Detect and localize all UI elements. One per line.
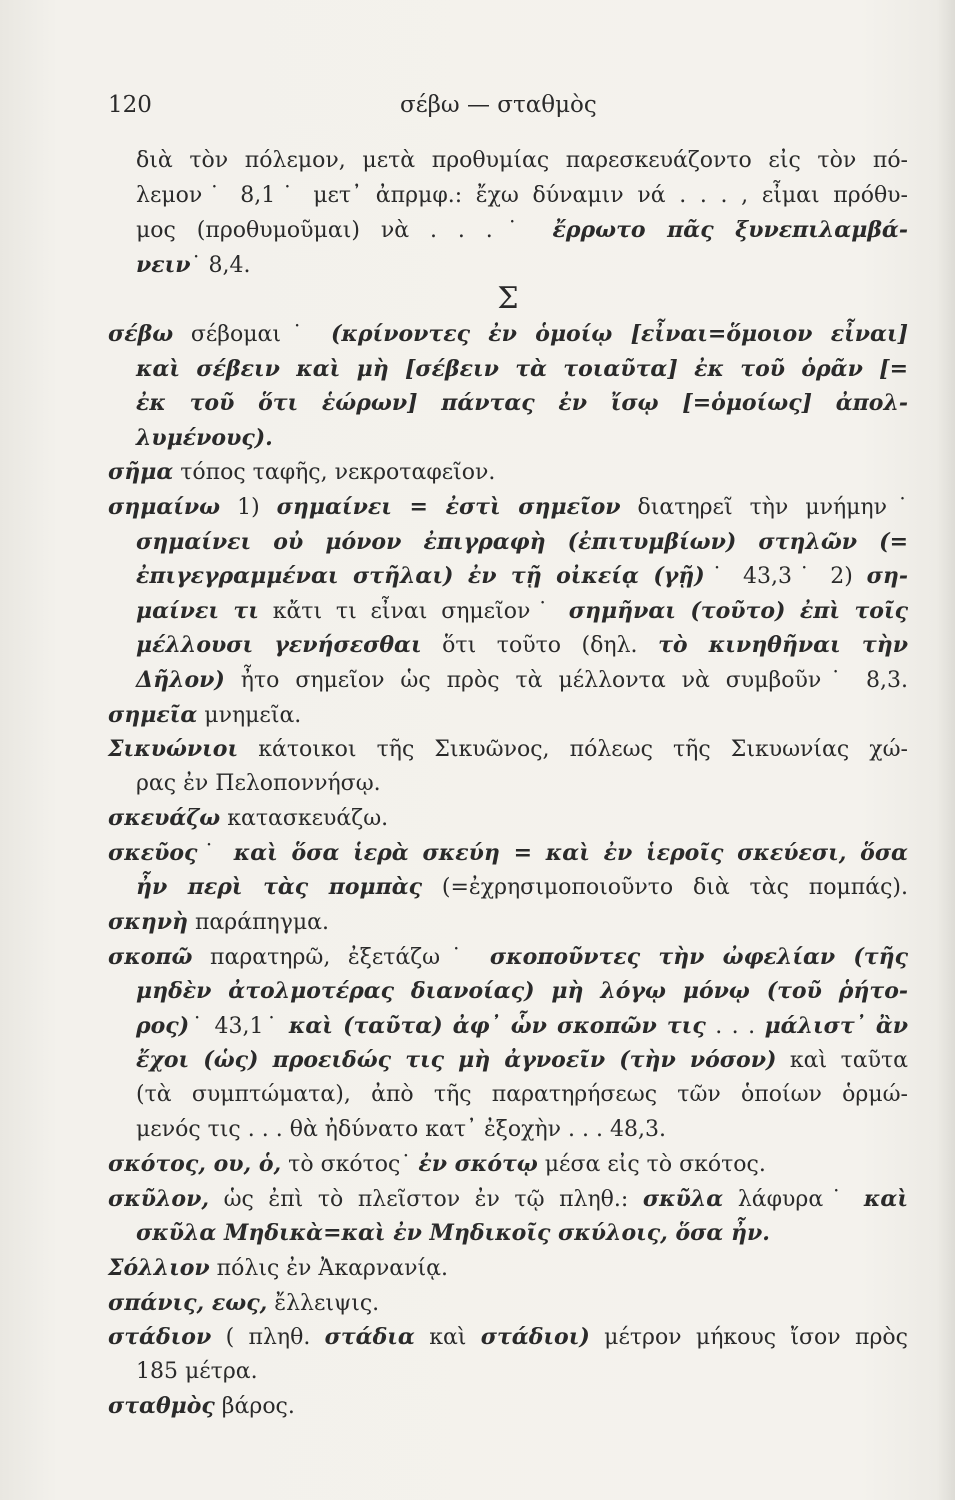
definition-text: 1) <box>220 494 277 520</box>
text-line <box>108 1113 908 1148</box>
definition-text: καὶ <box>414 1325 481 1351</box>
text-line <box>108 421 908 456</box>
definition-text: λεμον˙ 8,1˙ μετ᾿ ἀπρμφ.: ἔχω δύναμιν νά . . . , εἶμαι πρόθυ- <box>136 182 908 208</box>
definition-text: ˙ 43,3˙ 2) <box>704 564 867 590</box>
definition-text: (=ἐχρησιμοποιοῦντο διὰ τὰς πομπάς). <box>422 875 908 901</box>
definition-text: ἦτο σημεῖον ὡς πρὸς τὰ μέλλοντα νὰ συμβοῦν˙ 8,3. <box>224 667 908 693</box>
headword-text: (κρίνοντες ἐν ὁμοίῳ [εἶναι=ὅμοιον εἶναι] <box>331 320 908 347</box>
headword-text: σκοπῶ <box>108 943 193 970</box>
definition-text: ἔλλειψις. <box>267 1290 380 1316</box>
definition-text: μνημεῖα. <box>197 702 302 728</box>
definition-text: παράπηγμα. <box>187 910 330 936</box>
text-line <box>108 594 908 629</box>
definition-text: διὰ τὸν πόλεμον, μετὰ προθυμίας παρεσκευάζοντο εἰς τὸν πό- <box>136 148 908 173</box>
definition-text: καὶ ταῦτα <box>776 1048 908 1074</box>
headword-text: ἐν σκότῳ <box>418 1151 538 1178</box>
text-line <box>108 1009 908 1044</box>
definition-text: λάφυρα˙ <box>723 1186 864 1212</box>
headword-text: μηδὲν ἀτολμοτέρας διανοίας) μὴ λόγῳ μόνῳ (τοῦ ῥήτο- <box>136 978 908 1005</box>
headword-text: μαίνει τι <box>136 597 259 624</box>
headword-text: ἐπιγεγραμμέναι στῆλαι) ἐν τῇ οἰκείᾳ (γῇ) <box>136 563 705 590</box>
headword-text: σκῦλα <box>642 1185 724 1212</box>
definition-text: 185 μέτρα. <box>136 1358 258 1384</box>
headword-text: τὸ κινηθῆναι τὴν <box>658 632 908 659</box>
text-line <box>108 248 908 283</box>
text-line <box>108 1320 908 1355</box>
text-line <box>108 144 908 179</box>
headword-text: καὶ σέβειν καὶ μὴ [σέβειν τὰ τοιαῦτα] ἐκ τοῦ ὁρᾶν [= <box>136 355 908 382</box>
text-line <box>108 1389 908 1424</box>
headword-text: ρος) <box>136 1012 190 1039</box>
headword-text: σημῆναι (τοῦτο) ἐπὶ τοῖς <box>568 597 909 624</box>
text-line <box>108 386 908 421</box>
text-line <box>108 455 908 490</box>
definition-text: μέσα εἰς τὸ σκότος. <box>537 1152 766 1178</box>
binding-shadow <box>937 0 955 1500</box>
headword-text: σέβω <box>108 320 174 347</box>
text-line <box>108 628 908 663</box>
definition-text: μος (προθυμοῦμαι) νὰ . . .˙ <box>136 218 553 244</box>
text-line <box>108 663 908 698</box>
headword-text: σκῦλον, <box>108 1185 209 1212</box>
running-head: σέβω — σταθμὸς <box>400 92 597 118</box>
headword-text: Σικυώνιοι <box>108 736 239 763</box>
headword-text: Σόλλιον <box>108 1255 210 1281</box>
text-line <box>108 870 908 905</box>
headword-text: καὶ <box>863 1185 908 1212</box>
headword-text: σκῦλα Μηδικὰ=καὶ ἐν Μηδικοῖς σκύλοις, ὅσα ἦν. <box>136 1220 770 1247</box>
definition-text: μενός τις . . . θὰ ἠδύνατο κατ᾿ ἐξοχὴν . . . 48,3. <box>136 1116 666 1142</box>
definition-text: ˙ 8,4. <box>190 252 251 278</box>
text-line <box>108 1078 908 1113</box>
headword-text: ἔρρωτο πᾶς ξυνεπιλαμβά- <box>552 217 908 244</box>
definition-text: τόπος ταφῆς, νεκροταφεῖον. <box>173 460 496 486</box>
text-line <box>108 559 908 594</box>
text-line <box>108 1216 908 1251</box>
headword-text: στάδιοι) <box>480 1324 590 1351</box>
text-line <box>108 836 908 871</box>
headword-text: σκότος, ου, ὁ, <box>108 1151 282 1178</box>
page-header <box>108 92 908 124</box>
definition-text: κάτοικοι τῆς Σικυῶνος, πόλεως τῆς Σικυωνίας χώ- <box>238 737 908 763</box>
text-line <box>108 905 908 940</box>
text-line <box>108 732 908 767</box>
headword-text: στάδια <box>324 1324 415 1351</box>
definition-text: ( πληθ. <box>211 1325 325 1351</box>
headword-text: σκοποῦντες τὴν ὠφελίαν (τῆς <box>489 943 908 970</box>
definition-text: ὅτι τοῦτο (δηλ. <box>421 633 659 659</box>
text-line <box>108 767 908 802</box>
definition-text: μέτρον μήκους ἴσον πρὸς <box>589 1325 908 1351</box>
page-number: 120 <box>108 92 152 118</box>
headword-text: Δῆλον) <box>136 666 225 693</box>
text-line <box>108 179 908 214</box>
headword-text: σημαίνει = ἐστὶ σημεῖον <box>276 493 621 520</box>
headword-text: σπάνις, εως, <box>108 1289 268 1316</box>
text-line <box>108 525 908 560</box>
definition-text: ρας ἐν Πελοποννήσῳ. <box>136 770 381 796</box>
headword-text: σκευάζω <box>108 805 221 832</box>
headword-text: μέλλουσι γενήσεσθαι <box>136 632 422 659</box>
text-line <box>108 1147 908 1182</box>
definition-text: (τὰ συμπτώματα), ἀπὸ τῆς παρατηρήσεως τῶν ὁποίων ὁρμώ- <box>136 1082 908 1108</box>
text-line <box>108 698 908 733</box>
headword-text: λυμένους). <box>136 424 273 451</box>
headword-text: ἐκ τοῦ ὅτι ἑώρων] πάντας ἐν ἴσῳ [=ὁμοίως] ἀπολ- <box>136 390 908 417</box>
definition-text: ˙ 43,1˙ <box>189 1013 289 1039</box>
definition-text: κατασκευάζω. <box>220 806 389 832</box>
definition-text: κἄτι τι εἶναι σημεῖον˙ <box>258 598 569 624</box>
headword-text: ση- <box>866 563 909 590</box>
headword-text: σημαίνω <box>108 493 221 520</box>
text-line <box>108 490 908 525</box>
text-line <box>108 352 908 387</box>
headword-text: μάλιστ᾿ ἂν <box>764 1012 909 1039</box>
definition-text: τὸ σκότος˙ <box>281 1152 419 1178</box>
definition-text: . . . <box>705 1013 765 1039</box>
definition-text: σέβομαι˙ <box>173 321 332 347</box>
text-line <box>108 940 908 975</box>
text-line <box>108 1182 908 1217</box>
dictionary-entries <box>108 144 908 1424</box>
definition-text: ὡς ἐπὶ τὸ πλεῖστον ἐν τῷ πληθ.: <box>209 1186 643 1212</box>
headword-text: σημαίνει οὐ μόνον ἐπιγραφὴ (ἐπιτυμβίων) στηλῶν (= <box>136 528 908 555</box>
definition-text: Σ <box>497 281 519 317</box>
text-line <box>108 1355 908 1390</box>
definition-text: βάρος. <box>214 1394 295 1420</box>
text-line <box>108 1251 908 1286</box>
headword-text: στάδιον <box>108 1324 212 1351</box>
headword-text: ἔχοι (ὡς) προειδώς τις μὴ ἀγνοεῖν (τὴν νόσον) <box>136 1047 777 1074</box>
headword-text: καὶ ὅσα ἱερὰ σκεύη = καὶ ἐν ἱεροῖς σκεύεσι, ὅσα <box>233 839 908 866</box>
definition-text: ˙ <box>197 840 234 866</box>
text-line <box>108 1043 908 1078</box>
text-line <box>108 801 908 836</box>
section-letter <box>108 282 908 317</box>
definition-text: παρατηρῶ, ἐξετάζω˙ <box>192 944 490 970</box>
headword-text: σῆμα <box>108 459 174 486</box>
headword-text: σταθμὸς <box>108 1393 215 1420</box>
text-line <box>108 213 908 248</box>
text-line <box>108 974 908 1009</box>
headword-text: σκεῦος <box>108 839 198 866</box>
headword-text: σκηνὴ <box>108 909 188 936</box>
text-line <box>108 317 908 352</box>
text-line <box>108 1286 908 1321</box>
headword-text: νειν <box>136 251 191 278</box>
definition-text: πόλις ἐν Ἀκαρνανίᾳ. <box>209 1256 448 1281</box>
headword-text: καὶ (ταῦτα) ἀφ᾿ ὧν σκοπῶν τις <box>288 1012 706 1039</box>
headword-text: ἦν περὶ τὰς πομπὰς <box>136 874 423 901</box>
headword-text: σημεῖα <box>108 701 198 728</box>
definition-text: διατηρεῖ τὴν μνήμην˙ <box>620 494 908 520</box>
